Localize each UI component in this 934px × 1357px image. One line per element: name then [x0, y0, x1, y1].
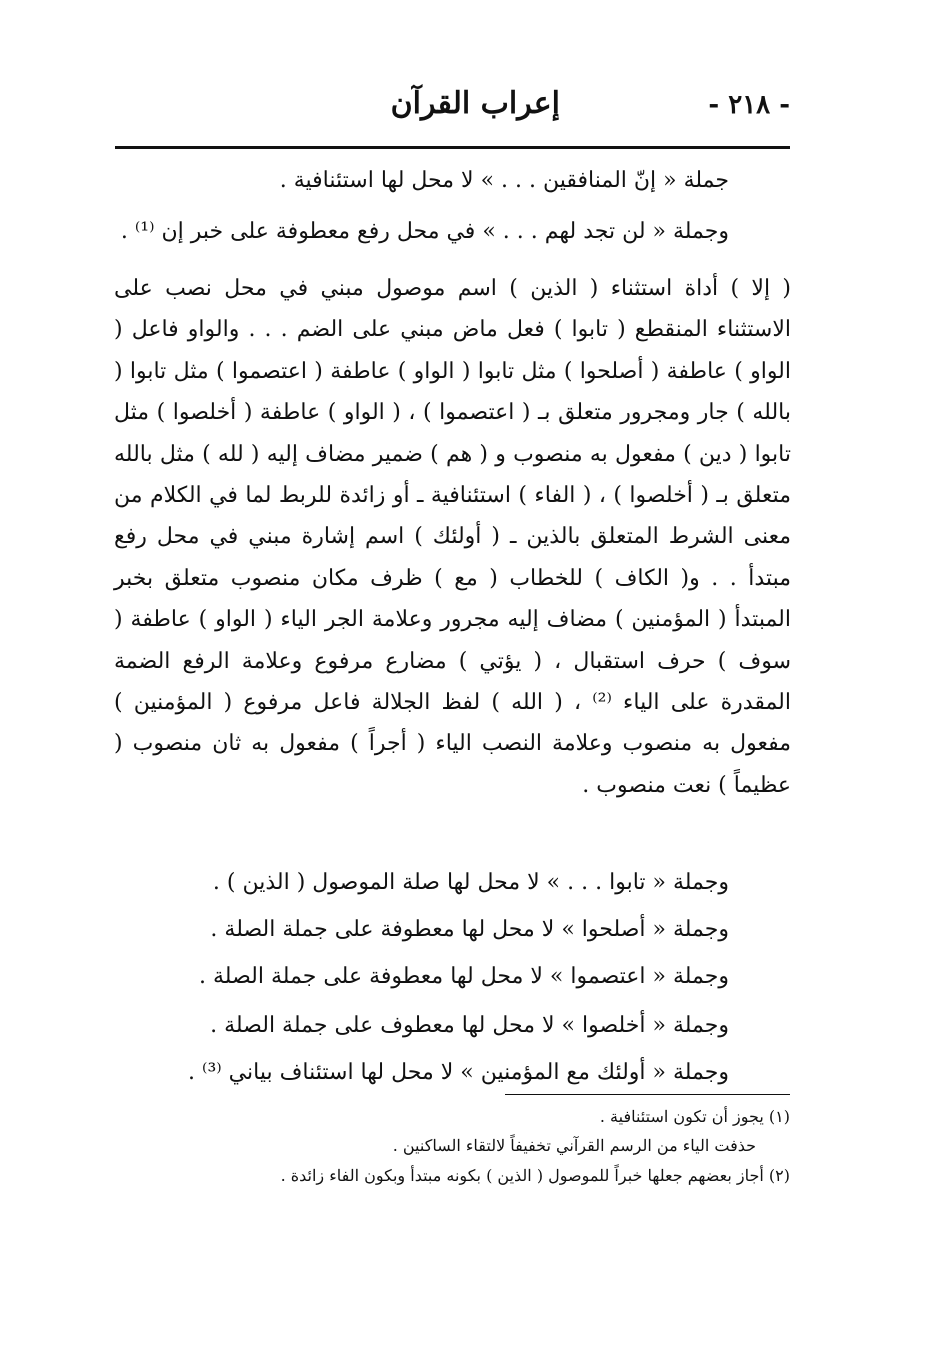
intro-sentence-2: وجملة « لن تجد لهم . . . » في محل رفع معطوفة على خبر إن ⁽¹⁾ .: [120, 219, 729, 244]
page-header: [115, 86, 790, 136]
closing-sentence-1: وجملة « تابوا . . . » لا محل لها صلة الموصول ( الذين ) .: [212, 870, 729, 895]
footnote-rule: [505, 1094, 790, 1095]
closing-sentence-5: وجملة « أولئك مع المؤمنين » لا محل لها استئناف بياني ⁽³⁾ .: [188, 1060, 729, 1085]
page-number: - ٢١٨ -: [708, 90, 790, 120]
body-paragraph: ( إلا ) أداة استثناء ( الذين ) اسم موصول مبني في محل نصب على الاستثناء المنقطع ( تابوا ) فعل ماض مبني على الضم . . . والواو فاعل ( الواو ) عاطفة ( أصلحوا ) مثل تابوا ( الواو ) عاطفة ( اعتصموا ) مثل تابوا ( بالله ) جار ومجرور متعلق بـ ( اعتصموا ) ، ( الواو ) عاطفة ( أخلصوا ) مثل تابوا ( دين ) مفعول به منصوب و ( هم ) ضمير مضاف إليه ( لله ) مثل بالله متعلق بـ ( أخلصوا ) ، ( الفاء ) استئنافية ـ أو زائدة للربط لما في الكلام من معنى الشرط المتعلق بالذين ـ ( أولئك ) اسم إشارة مبني في محل رفع مبتدأ . . و( الكاف ) للخطاب ( مع ) ظرف مكان منصوب متعلق بخبر المبتدأ ( المؤمنين ) مضاف إليه مجرور وعلامة الجر الياء ( الواو ) عاطفة ( سوف ) حرف استقبال ، ( يؤتي ) مضارع مرفوع وعلامة الرفع الضمة المقدرة على الياء ⁽²⁾ ، ( الله ) لفظ الجلالة فاعل مرفوع ( المؤمنين ) مفعول به منصوب وعلامة النصب الياء ( أجراً ) مفعول به ثان منصوب ( عظيماً ) نعت منصوب .: [114, 276, 791, 798]
intro-sentence-1: جملة « إنّ المنافقين . . . » لا محل لها استئنافية .: [279, 168, 729, 193]
header-rule: [115, 146, 790, 149]
closing-sentence-3: وجملة « اعتصموا » لا محل لها معطوفة على جملة الصلة .: [199, 964, 729, 989]
book-title: إعراب القرآن: [390, 86, 560, 121]
footnote-2: (٢) أجاز بعضهم جعلها خبراً للموصول ( الذين ) بكونه مبتدأ وبكون الفاء زائدة .: [280, 1166, 790, 1185]
footnote-1: (١) يجوز أن تكون استئنافية .: [599, 1107, 790, 1126]
closing-sentence-4: وجملة « أخلصوا » لا محل لها معطوف على جملة الصلة .: [210, 1013, 729, 1038]
footnote-1-continued: حذفت الياء من الرسم القرآني تخفيفاً لالتقاء الساكنين .: [392, 1136, 756, 1155]
closing-sentence-2: وجملة « أصلحوا » لا محل لها معطوفة على جملة الصلة .: [210, 917, 729, 942]
